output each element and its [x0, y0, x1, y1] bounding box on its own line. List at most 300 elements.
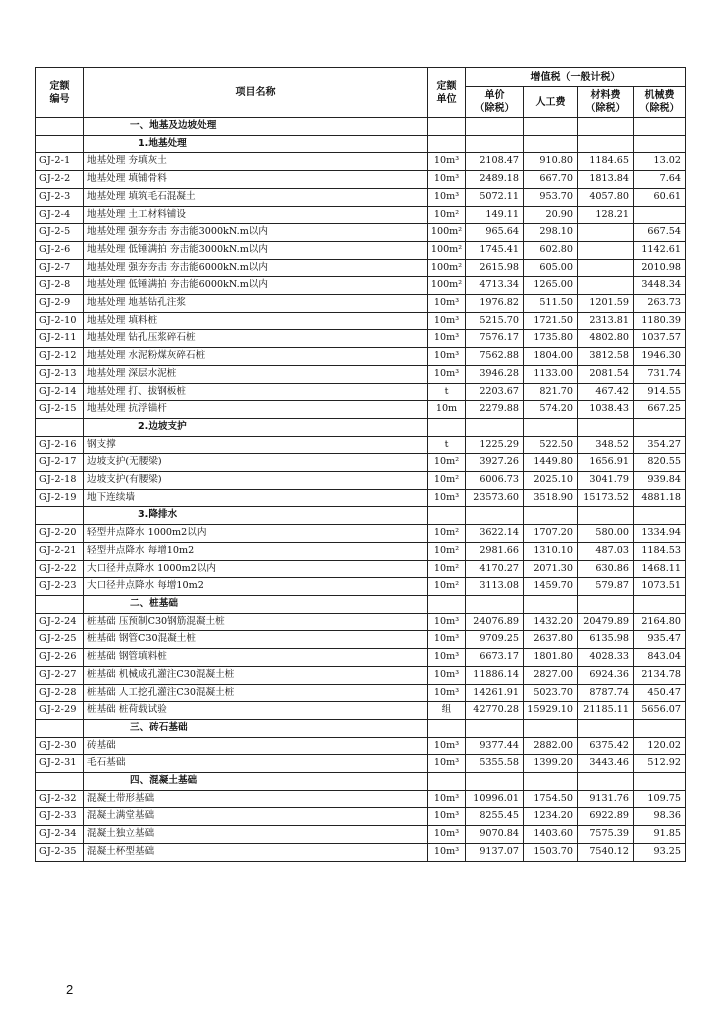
- material-cost-cell: 2081.54: [578, 365, 634, 383]
- machine-cost-cell: 1073.51: [634, 578, 686, 596]
- header-item-name: 项目名称: [84, 68, 428, 118]
- table-row: [36, 542, 686, 560]
- unit-price-cell: 3927.26: [466, 454, 524, 472]
- machine-cost-cell: 1946.30: [634, 348, 686, 366]
- table-row: [36, 241, 686, 259]
- material-cost-cell: 4028.33: [578, 649, 634, 667]
- item-name-cell: 地下连续墙: [84, 489, 428, 507]
- material-cost-cell: 9131.76: [578, 790, 634, 808]
- material-cost-cell: 21185.11: [578, 702, 634, 720]
- machine-cost-cell: 93.25: [634, 843, 686, 861]
- empty-cell: [428, 507, 466, 525]
- unit-price-cell: 2279.88: [466, 401, 524, 419]
- item-name-cell: 地基处理 填筑毛石混凝土: [84, 188, 428, 206]
- empty-cell: [634, 719, 686, 737]
- machine-cost-cell: 667.25: [634, 401, 686, 419]
- unit-price-cell: 9137.07: [466, 843, 524, 861]
- quota-code-cell: GJ-2-33: [36, 808, 84, 826]
- machine-cost-cell: 1184.53: [634, 542, 686, 560]
- quota-code-cell: GJ-2-4: [36, 206, 84, 224]
- section-title: 二、桩基础: [84, 595, 428, 613]
- unit-cell: 10m³: [428, 365, 466, 383]
- quota-price-table: [35, 67, 686, 862]
- quota-code-cell: GJ-2-15: [36, 401, 84, 419]
- empty-cell: [634, 418, 686, 436]
- empty-cell: [428, 773, 466, 791]
- unit-price-cell: 2615.98: [466, 259, 524, 277]
- machine-cost-cell: 263.73: [634, 295, 686, 313]
- labor-cost-cell: 2637.80: [524, 631, 578, 649]
- machine-cost-cell: 1180.39: [634, 312, 686, 330]
- machine-cost-cell: 1142.61: [634, 241, 686, 259]
- unit-cell: 10m³: [428, 489, 466, 507]
- header-unit: 定额 单位: [428, 68, 466, 118]
- unit-cell: 10m²: [428, 578, 466, 596]
- unit-cell: 10m²: [428, 454, 466, 472]
- unit-price-cell: 5215.70: [466, 312, 524, 330]
- quota-code-cell: GJ-2-13: [36, 365, 84, 383]
- quota-code-cell: GJ-2-6: [36, 241, 84, 259]
- labor-cost-cell: 2071.30: [524, 560, 578, 578]
- table-row: [36, 348, 686, 366]
- empty-cell: [578, 418, 634, 436]
- section-header-row: [36, 773, 686, 791]
- empty-cell: [524, 507, 578, 525]
- machine-cost-cell: 91.85: [634, 826, 686, 844]
- table-row: [36, 649, 686, 667]
- item-name-cell: 边坡支护(无腰梁): [84, 454, 428, 472]
- table-row: [36, 188, 686, 206]
- labor-cost-cell: 1432.20: [524, 613, 578, 631]
- unit-price-cell: 2203.67: [466, 383, 524, 401]
- empty-cell: [466, 595, 524, 613]
- table-row: [36, 259, 686, 277]
- item-name-cell: 混凝土杯型基础: [84, 843, 428, 861]
- material-cost-cell: 1184.65: [578, 153, 634, 171]
- unit-cell: 组: [428, 702, 466, 720]
- header-labor-cost: 人工费: [524, 87, 578, 118]
- material-cost-cell: [578, 241, 634, 259]
- labor-cost-cell: 1265.00: [524, 277, 578, 295]
- unit-price-cell: 23573.60: [466, 489, 524, 507]
- item-name-cell: 地基处理 低锤满拍 夯击能6000kN.m以内: [84, 277, 428, 295]
- labor-cost-cell: 522.50: [524, 436, 578, 454]
- quota-code-cell: GJ-2-1: [36, 153, 84, 171]
- table-row: [36, 330, 686, 348]
- item-name-cell: 桩基础 桩荷载试验: [84, 702, 428, 720]
- labor-cost-cell: 2025.10: [524, 472, 578, 490]
- material-cost-cell: 487.03: [578, 542, 634, 560]
- labor-cost-cell: 20.90: [524, 206, 578, 224]
- quota-code-cell: GJ-2-12: [36, 348, 84, 366]
- labor-cost-cell: 2827.00: [524, 666, 578, 684]
- unit-cell: 10m³: [428, 171, 466, 189]
- item-name-cell: 桩基础 钢管填料桩: [84, 649, 428, 667]
- unit-cell: 10m³: [428, 755, 466, 773]
- empty-cell: [428, 135, 466, 153]
- labor-cost-cell: 1403.60: [524, 826, 578, 844]
- material-cost-cell: 6922.89: [578, 808, 634, 826]
- machine-cost-cell: 935.47: [634, 631, 686, 649]
- material-cost-cell: 15173.52: [578, 489, 634, 507]
- empty-cell: [36, 773, 84, 791]
- empty-cell: [36, 418, 84, 436]
- quota-code-cell: GJ-2-29: [36, 702, 84, 720]
- unit-price-cell: 3113.08: [466, 578, 524, 596]
- machine-cost-cell: 731.74: [634, 365, 686, 383]
- table-row: [36, 365, 686, 383]
- unit-cell: 10m³: [428, 684, 466, 702]
- quota-code-cell: GJ-2-23: [36, 578, 84, 596]
- quota-code-cell: GJ-2-35: [36, 843, 84, 861]
- empty-cell: [578, 135, 634, 153]
- quota-code-cell: GJ-2-32: [36, 790, 84, 808]
- quota-code-cell: GJ-2-30: [36, 737, 84, 755]
- unit-price-cell: 3946.28: [466, 365, 524, 383]
- table-row: [36, 401, 686, 419]
- table-row: [36, 295, 686, 313]
- unit-price-cell: 6673.17: [466, 649, 524, 667]
- labor-cost-cell: 1449.80: [524, 454, 578, 472]
- item-name-cell: 地基处理 水泥粉煤灰碎石桩: [84, 348, 428, 366]
- labor-cost-cell: 1804.00: [524, 348, 578, 366]
- empty-cell: [428, 719, 466, 737]
- header-unit-price: 单价 （除税）: [466, 87, 524, 118]
- unit-cell: 10m³: [428, 330, 466, 348]
- table-row: [36, 436, 686, 454]
- material-cost-cell: [578, 277, 634, 295]
- item-name-cell: 地基处理 低锤满拍 夯击能3000kN.m以内: [84, 241, 428, 259]
- machine-cost-cell: 13.02: [634, 153, 686, 171]
- machine-cost-cell: 512.92: [634, 755, 686, 773]
- quota-code-cell: GJ-2-18: [36, 472, 84, 490]
- table-row: [36, 684, 686, 702]
- empty-cell: [428, 418, 466, 436]
- unit-cell: 10m: [428, 401, 466, 419]
- unit-cell: 10m³: [428, 826, 466, 844]
- unit-price-cell: 24076.89: [466, 613, 524, 631]
- material-cost-cell: 6375.42: [578, 737, 634, 755]
- labor-cost-cell: 1310.10: [524, 542, 578, 560]
- unit-price-cell: 42770.28: [466, 702, 524, 720]
- material-cost-cell: 1201.59: [578, 295, 634, 313]
- table-row: [36, 755, 686, 773]
- labor-cost-cell: 910.80: [524, 153, 578, 171]
- item-name-cell: 桩基础 机械成孔灌注C30混凝土桩: [84, 666, 428, 684]
- unit-cell: 10m³: [428, 737, 466, 755]
- table-row: [36, 454, 686, 472]
- item-name-cell: 大口径井点降水 每增10m2: [84, 578, 428, 596]
- unit-cell: 100m²: [428, 259, 466, 277]
- table-row: [36, 578, 686, 596]
- material-cost-cell: 1038.43: [578, 401, 634, 419]
- page-number: 2: [66, 982, 74, 997]
- machine-cost-cell: 120.02: [634, 737, 686, 755]
- unit-cell: 100m²: [428, 241, 466, 259]
- material-cost-cell: 3041.79: [578, 472, 634, 490]
- item-name-cell: 轻型井点降水 每增10m2: [84, 542, 428, 560]
- table-row: [36, 277, 686, 295]
- quota-code-cell: GJ-2-7: [36, 259, 84, 277]
- table-body: [36, 118, 686, 862]
- machine-cost-cell: 3448.34: [634, 277, 686, 295]
- machine-cost-cell: 60.61: [634, 188, 686, 206]
- material-cost-cell: [578, 259, 634, 277]
- labor-cost-cell: 821.70: [524, 383, 578, 401]
- unit-cell: 10m³: [428, 348, 466, 366]
- item-name-cell: 地基处理 钻孔压浆碎石桩: [84, 330, 428, 348]
- unit-cell: 10m³: [428, 843, 466, 861]
- quota-code-cell: GJ-2-11: [36, 330, 84, 348]
- empty-cell: [36, 507, 84, 525]
- subsection-title: 2.边坡支护: [84, 418, 428, 436]
- machine-cost-cell: 109.75: [634, 790, 686, 808]
- machine-cost-cell: 2164.80: [634, 613, 686, 631]
- header-material-cost: 材料费 （除税）: [578, 87, 634, 118]
- machine-cost-cell: 5656.07: [634, 702, 686, 720]
- quota-code-cell: GJ-2-2: [36, 171, 84, 189]
- header-vat-group: 增值税（一般计税）: [466, 68, 686, 87]
- unit-price-cell: 1976.82: [466, 295, 524, 313]
- empty-cell: [36, 719, 84, 737]
- table-row: [36, 472, 686, 490]
- unit-price-cell: 11886.14: [466, 666, 524, 684]
- unit-cell: 10m²: [428, 560, 466, 578]
- empty-cell: [466, 773, 524, 791]
- quota-code-cell: GJ-2-26: [36, 649, 84, 667]
- table-row: [36, 826, 686, 844]
- quota-code-cell: GJ-2-25: [36, 631, 84, 649]
- section-header-row: [36, 719, 686, 737]
- subsection-header-row: [36, 135, 686, 153]
- table-row: [36, 525, 686, 543]
- table-row: [36, 171, 686, 189]
- material-cost-cell: [578, 224, 634, 242]
- machine-cost-cell: 939.84: [634, 472, 686, 490]
- table-row: [36, 631, 686, 649]
- unit-price-cell: 9709.25: [466, 631, 524, 649]
- labor-cost-cell: 605.00: [524, 259, 578, 277]
- material-cost-cell: 4057.80: [578, 188, 634, 206]
- empty-cell: [578, 719, 634, 737]
- labor-cost-cell: 511.50: [524, 295, 578, 313]
- quota-code-cell: GJ-2-14: [36, 383, 84, 401]
- table-row: [36, 808, 686, 826]
- labor-cost-cell: 3518.90: [524, 489, 578, 507]
- machine-cost-cell: 354.27: [634, 436, 686, 454]
- unit-cell: t: [428, 436, 466, 454]
- quota-code-cell: GJ-2-31: [36, 755, 84, 773]
- unit-price-cell: 7562.88: [466, 348, 524, 366]
- empty-cell: [524, 118, 578, 136]
- table-row: [36, 843, 686, 861]
- section-title: 四、混凝土基础: [84, 773, 428, 791]
- item-name-cell: 轻型井点降水 1000m2以内: [84, 525, 428, 543]
- table-row: [36, 153, 686, 171]
- unit-price-cell: 5355.58: [466, 755, 524, 773]
- item-name-cell: 钢支撑: [84, 436, 428, 454]
- unit-price-cell: 2108.47: [466, 153, 524, 171]
- empty-cell: [428, 118, 466, 136]
- unit-price-cell: 9377.44: [466, 737, 524, 755]
- item-name-cell: 混凝土独立基础: [84, 826, 428, 844]
- section-title: 一、地基及边坡处理: [84, 118, 428, 136]
- empty-cell: [524, 719, 578, 737]
- unit-cell: 100m²: [428, 277, 466, 295]
- material-cost-cell: 3812.58: [578, 348, 634, 366]
- material-cost-cell: 1813.84: [578, 171, 634, 189]
- item-name-cell: 地基处理 夯填灰土: [84, 153, 428, 171]
- quota-code-cell: GJ-2-3: [36, 188, 84, 206]
- labor-cost-cell: 298.10: [524, 224, 578, 242]
- machine-cost-cell: 843.04: [634, 649, 686, 667]
- material-cost-cell: 348.52: [578, 436, 634, 454]
- unit-price-cell: 14261.91: [466, 684, 524, 702]
- quota-code-cell: GJ-2-27: [36, 666, 84, 684]
- labor-cost-cell: 667.70: [524, 171, 578, 189]
- subsection-header-row: [36, 418, 686, 436]
- quota-code-cell: GJ-2-21: [36, 542, 84, 560]
- unit-price-cell: 4713.34: [466, 277, 524, 295]
- material-cost-cell: 2313.81: [578, 312, 634, 330]
- empty-cell: [634, 773, 686, 791]
- machine-cost-cell: 1334.94: [634, 525, 686, 543]
- item-name-cell: 地基处理 抗浮锚杆: [84, 401, 428, 419]
- item-name-cell: 毛石基础: [84, 755, 428, 773]
- unit-price-cell: 149.11: [466, 206, 524, 224]
- table-row: [36, 790, 686, 808]
- material-cost-cell: 1656.91: [578, 454, 634, 472]
- item-name-cell: 地基处理 强夯夯击 夯击能6000kN.m以内: [84, 259, 428, 277]
- quota-code-cell: GJ-2-19: [36, 489, 84, 507]
- unit-price-cell: 1225.29: [466, 436, 524, 454]
- material-cost-cell: 6924.36: [578, 666, 634, 684]
- labor-cost-cell: 1503.70: [524, 843, 578, 861]
- labor-cost-cell: 953.70: [524, 188, 578, 206]
- machine-cost-cell: 7.64: [634, 171, 686, 189]
- quota-code-cell: GJ-2-28: [36, 684, 84, 702]
- item-name-cell: 边坡支护(有腰梁): [84, 472, 428, 490]
- machine-cost-cell: 1037.57: [634, 330, 686, 348]
- labor-cost-cell: 1707.20: [524, 525, 578, 543]
- quota-code-cell: GJ-2-17: [36, 454, 84, 472]
- empty-cell: [466, 719, 524, 737]
- table-row: [36, 224, 686, 242]
- table-row: [36, 560, 686, 578]
- table-row: [36, 737, 686, 755]
- section-header-row: [36, 595, 686, 613]
- table-row: [36, 383, 686, 401]
- item-name-cell: 砖基础: [84, 737, 428, 755]
- labor-cost-cell: 2882.00: [524, 737, 578, 755]
- unit-cell: 10m³: [428, 790, 466, 808]
- empty-cell: [36, 135, 84, 153]
- empty-cell: [36, 118, 84, 136]
- unit-cell: 10m²: [428, 206, 466, 224]
- quota-code-cell: GJ-2-34: [36, 826, 84, 844]
- unit-cell: 10m²: [428, 525, 466, 543]
- item-name-cell: 桩基础 钢管C30混凝土桩: [84, 631, 428, 649]
- quota-code-cell: GJ-2-9: [36, 295, 84, 313]
- item-name-cell: 混凝土满堂基础: [84, 808, 428, 826]
- material-cost-cell: 3443.46: [578, 755, 634, 773]
- unit-price-cell: 6006.73: [466, 472, 524, 490]
- subsection-title: 3.降排水: [84, 507, 428, 525]
- unit-cell: 10m³: [428, 613, 466, 631]
- subsection-header-row: [36, 507, 686, 525]
- quota-code-cell: GJ-2-8: [36, 277, 84, 295]
- unit-cell: 10m³: [428, 153, 466, 171]
- material-cost-cell: 20479.89: [578, 613, 634, 631]
- material-cost-cell: 580.00: [578, 525, 634, 543]
- empty-cell: [634, 135, 686, 153]
- empty-cell: [524, 418, 578, 436]
- section-header-row: [36, 118, 686, 136]
- labor-cost-cell: 15929.10: [524, 702, 578, 720]
- empty-cell: [578, 118, 634, 136]
- item-name-cell: 地基处理 土工材料铺设: [84, 206, 428, 224]
- labor-cost-cell: 1399.20: [524, 755, 578, 773]
- labor-cost-cell: 1801.80: [524, 649, 578, 667]
- empty-cell: [634, 118, 686, 136]
- unit-cell: 100m²: [428, 224, 466, 242]
- machine-cost-cell: [634, 206, 686, 224]
- labor-cost-cell: 1735.80: [524, 330, 578, 348]
- labor-cost-cell: 602.80: [524, 241, 578, 259]
- header-code: 定额 编号: [36, 68, 84, 118]
- quota-code-cell: GJ-2-10: [36, 312, 84, 330]
- quota-code-cell: GJ-2-20: [36, 525, 84, 543]
- subsection-title: 1.地基处理: [84, 135, 428, 153]
- machine-cost-cell: 914.55: [634, 383, 686, 401]
- unit-price-cell: 2489.18: [466, 171, 524, 189]
- header-machine-cost: 机械费 （除税）: [634, 87, 686, 118]
- empty-cell: [36, 595, 84, 613]
- table-row: [36, 613, 686, 631]
- unit-price-cell: 9070.84: [466, 826, 524, 844]
- item-name-cell: 地基处理 打、拔钢板桩: [84, 383, 428, 401]
- unit-price-cell: 965.64: [466, 224, 524, 242]
- labor-cost-cell: 1459.70: [524, 578, 578, 596]
- item-name-cell: 桩基础 人工挖孔灌注C30混凝土桩: [84, 684, 428, 702]
- machine-cost-cell: 667.54: [634, 224, 686, 242]
- machine-cost-cell: 4881.18: [634, 489, 686, 507]
- empty-cell: [466, 135, 524, 153]
- table-row: [36, 312, 686, 330]
- machine-cost-cell: 98.36: [634, 808, 686, 826]
- labor-cost-cell: 1721.50: [524, 312, 578, 330]
- empty-cell: [578, 507, 634, 525]
- empty-cell: [428, 595, 466, 613]
- material-cost-cell: 630.86: [578, 560, 634, 578]
- table-row: [36, 666, 686, 684]
- labor-cost-cell: 574.20: [524, 401, 578, 419]
- unit-price-cell: 4170.27: [466, 560, 524, 578]
- empty-cell: [578, 595, 634, 613]
- quota-code-cell: GJ-2-5: [36, 224, 84, 242]
- machine-cost-cell: 1468.11: [634, 560, 686, 578]
- item-name-cell: 混凝土带形基础: [84, 790, 428, 808]
- empty-cell: [578, 773, 634, 791]
- table-row: [36, 702, 686, 720]
- labor-cost-cell: 5023.70: [524, 684, 578, 702]
- item-name-cell: 桩基础 压预制C30钢筋混凝土桩: [84, 613, 428, 631]
- unit-cell: 10m³: [428, 808, 466, 826]
- machine-cost-cell: 450.47: [634, 684, 686, 702]
- material-cost-cell: 7575.39: [578, 826, 634, 844]
- quota-code-cell: GJ-2-16: [36, 436, 84, 454]
- empty-cell: [524, 595, 578, 613]
